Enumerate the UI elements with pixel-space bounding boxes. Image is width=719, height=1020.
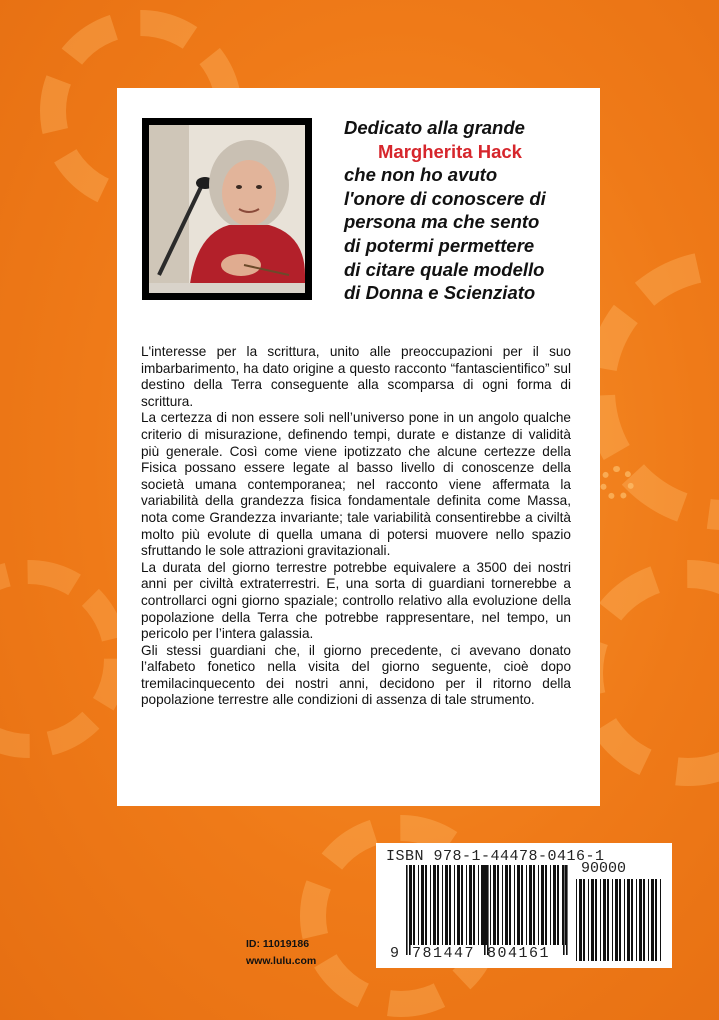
back-cover-panel	[117, 88, 600, 806]
barcode-bar	[430, 865, 431, 945]
barcode-addon-bar	[607, 879, 609, 961]
barcode-bar	[466, 865, 467, 945]
barcode-addon-bar	[624, 879, 625, 961]
barcode-bar	[437, 865, 439, 945]
barcode-bar	[509, 865, 511, 945]
barcode-left-digits: 781447	[412, 945, 476, 962]
barcode-addon-bar	[651, 879, 654, 961]
barcode-bar	[473, 865, 475, 945]
portrait-photo	[149, 125, 305, 293]
barcode-bar	[538, 865, 539, 945]
isbn-label: ISBN 978-1-44478-0416-1	[386, 848, 605, 865]
synopsis-paragraph: L'interesse per la scrittura, unito alle preoccupazioni per il suo imbarbarimento, ha dato origine a questo racconto “fantascientifico” sul destino della Terra conseguente alla scomparsa di ogni forma di scrittura.	[141, 344, 571, 409]
barcode-addon-bar	[619, 879, 621, 961]
barcode-bar	[529, 865, 532, 945]
barcode-bar	[418, 865, 419, 945]
barcode-addon-digits: 90000	[581, 860, 627, 877]
barcode-bar	[533, 865, 535, 945]
barcode-bar	[454, 865, 455, 945]
barcode-bar	[478, 865, 479, 945]
synopsis-paragraph: La certezza di non essere soli nell’universo pone in un angolo qualche criterio di misurazione, definendo tempi, durate e distanze di validità più generale. Così come viene ipotizzato che alcune certezze della Fisica possano essere legate al basso livello di conoscenze della società umana contemporanea; nel racconto viene affermata la variabilità della grandezza fisica fondamentale definita come Massa, nota come Grandezza invariante; tale variabilità consentirebbe a civiltà molto più evolute di quella umana di potersi muovere nello spazio sfruttando le sole attrazioni gravitazionali.	[141, 410, 571, 559]
dedication-line: l'onore di conoscere di	[344, 187, 546, 209]
barcode-addon-bar	[576, 879, 577, 961]
barcode-right-digits: 804161	[487, 945, 551, 962]
dedication-line: che non ho avuto	[344, 164, 498, 186]
dedication-line: Dedicato alla grande	[344, 117, 525, 138]
barcode-bar	[562, 865, 563, 945]
barcode-addon-bar	[636, 879, 637, 961]
barcode-addon-bar	[615, 879, 618, 961]
barcode-bar	[481, 865, 484, 945]
gear-decoration-small-right	[600, 466, 634, 500]
barcode-bar	[493, 865, 496, 945]
barcode-guard-bar	[406, 865, 408, 955]
barcode-guard-bar	[563, 865, 565, 955]
barcode-addon-bar	[603, 879, 606, 961]
synopsis-paragraph: La durata del giorno terrestre potrebbe equivalere a 3500 dei nostri anni per civiltà extraterrestri. E, una sorta di guardiani tornerebbe a controllarci ogni giorno spaziale; controllo relativo alla evoluzione della popolazione della Terra che potrebbe rappresentare, nel tempo, un pericolo per l’intera galassia.	[141, 559, 571, 642]
barcode-first-digit: 9	[390, 945, 400, 962]
barcode-bar	[553, 865, 556, 945]
barcode-bar	[490, 865, 491, 945]
barcode-addon-bar	[588, 879, 589, 961]
barcode-bar	[449, 865, 451, 945]
publisher-url: www.lulu.com	[246, 955, 317, 967]
barcode-bar	[445, 865, 448, 945]
barcode-addon-bar	[655, 879, 657, 961]
synopsis-paragraph: Gli stessi guardiani che, il giorno precedente, ci avevano donato l’alfabeto fonetico nella visita del giorno seguente, cioè dopo tremilacinquecento dei nostri anni, decidono per il ritorno della popolazione terrestre alle condizioni di assenza di tale strumento.	[141, 642, 571, 708]
barcode-bar	[545, 865, 547, 945]
barcode-bar	[521, 865, 523, 945]
barcode-bar	[425, 865, 427, 945]
barcode-addon-bar	[595, 879, 597, 961]
barcode-bar	[502, 865, 503, 945]
portrait-frame	[142, 118, 312, 300]
gear-decoration-left	[0, 560, 128, 758]
barcode-guard-bar	[484, 865, 486, 955]
dedication-text	[344, 116, 594, 305]
dedication-line: di Donna e Scienziato	[344, 282, 536, 304]
barcode-bar	[469, 865, 472, 945]
barcode-bar	[497, 865, 499, 945]
barcode-bar	[413, 865, 415, 945]
barcode-bar	[565, 865, 566, 945]
isbn-barcode	[376, 843, 672, 968]
dedication-line: di citare quale modello	[344, 258, 545, 280]
dedication-line: persona ma che sento	[344, 211, 540, 233]
barcode-bar	[461, 865, 463, 945]
barcode-bar	[442, 865, 443, 945]
barcode-addon-bar	[639, 879, 642, 961]
barcode-addon-bar	[631, 879, 633, 961]
barcode-bar	[457, 865, 460, 945]
publisher-id: ID: 11019186	[246, 938, 310, 950]
barcode-addon-bar	[583, 879, 585, 961]
dedication-line: di potermi permettere	[344, 234, 535, 256]
barcode-bar	[433, 865, 436, 945]
barcode-addon-bar	[660, 879, 661, 961]
barcode-bar	[526, 865, 527, 945]
barcode-bar	[541, 865, 544, 945]
barcode-addon-bar	[579, 879, 582, 961]
barcode-addon-bar	[612, 879, 613, 961]
barcode-addon-bar	[643, 879, 645, 961]
barcode-bar	[514, 865, 515, 945]
barcode-bar	[557, 865, 559, 945]
barcode-addon-bar	[600, 879, 601, 961]
publisher-info	[246, 936, 316, 970]
barcode-bar	[505, 865, 508, 945]
barcode-addon-bar	[648, 879, 649, 961]
barcode-guard-bar	[487, 865, 489, 955]
barcode-bar	[517, 865, 520, 945]
barcode-guard-bar	[566, 865, 568, 955]
barcode-bar	[421, 865, 424, 945]
dedication-name: Margherita Hack	[378, 140, 522, 162]
synopsis-text	[141, 344, 571, 709]
barcode-bar	[550, 865, 551, 945]
portrait-illustration	[149, 125, 305, 293]
barcode-addon-bar	[591, 879, 594, 961]
barcode-addon-bar	[627, 879, 630, 961]
barcode-guard-bar	[409, 865, 411, 955]
